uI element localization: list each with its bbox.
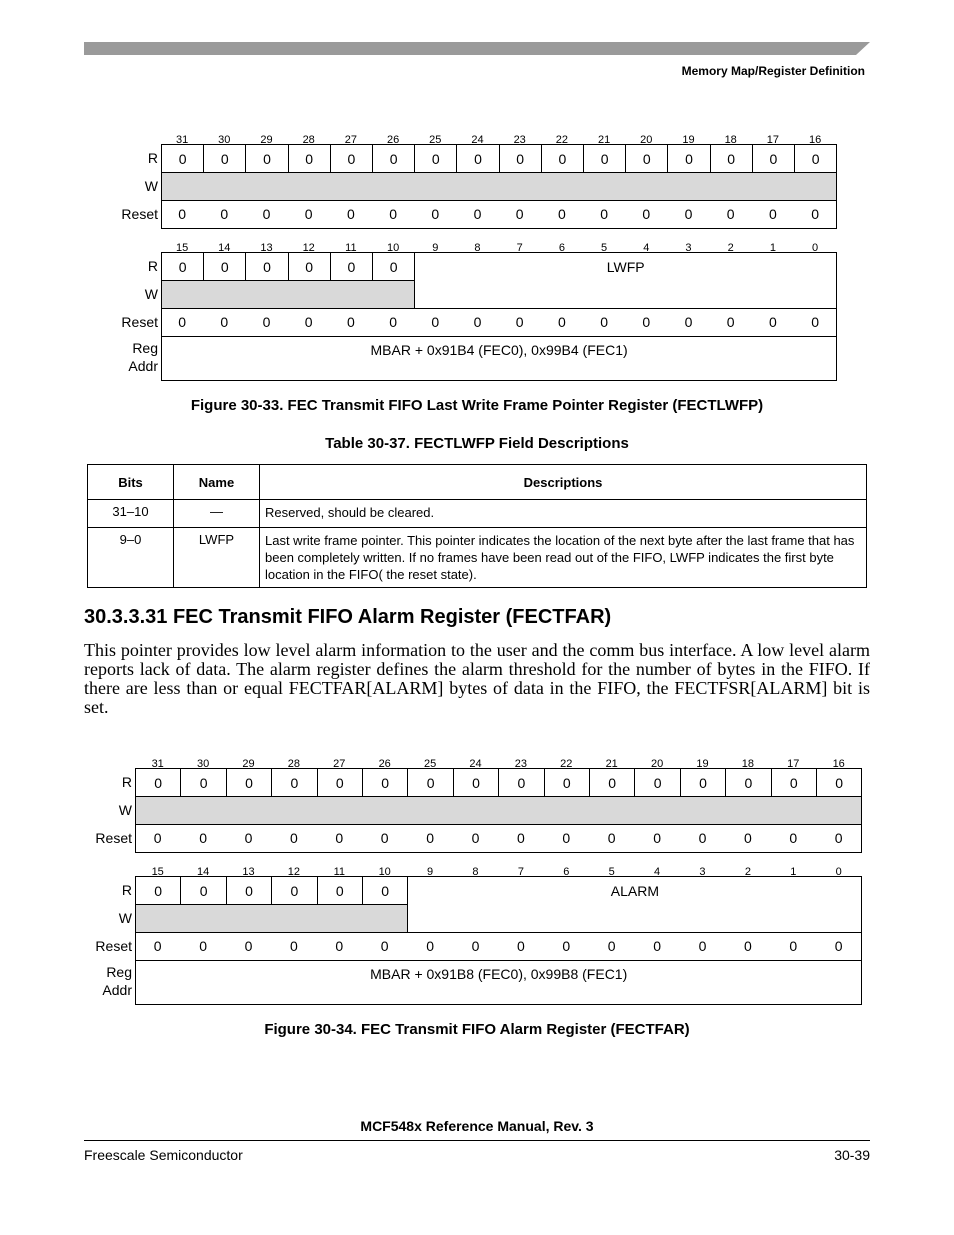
reset-bit-cell: 0: [199, 938, 207, 954]
register-address: MBAR + 0x91B8 (FEC0), 0x99B8 (FEC1): [135, 960, 862, 1005]
row-label-reset: Reset: [121, 206, 158, 222]
read-bit-cell: 0: [372, 144, 415, 173]
reset-bit-cell: 0: [515, 206, 524, 222]
reset-bit-cell: 0: [600, 206, 608, 222]
reset-bit-cell: 0: [557, 206, 566, 222]
row-label-reg: Reg: [132, 340, 158, 356]
table-row: [88, 500, 867, 528]
bit-number: 18: [741, 758, 754, 770]
bit-number: 22: [555, 134, 569, 146]
reset-bit-cell: 0: [600, 314, 608, 330]
bit-number: 29: [260, 134, 273, 146]
read-bit-cell: 0: [362, 768, 408, 797]
read-bit-cell: 0: [771, 768, 817, 797]
read-bit-cell: 0: [317, 768, 363, 797]
reset-bit-cell: 0: [557, 314, 566, 330]
reset-bit-cell: 0: [684, 314, 693, 330]
read-bit-cell: 0: [180, 876, 226, 905]
reset-bit-cell: 0: [789, 830, 798, 846]
bit-number: 2: [727, 242, 734, 254]
bit-number: 29: [242, 758, 255, 770]
read-bit-cell: 0: [625, 144, 668, 173]
bit-number: 2: [744, 866, 751, 878]
bit-number: 7: [516, 242, 523, 254]
row-label-r: R: [121, 774, 132, 790]
reset-bit-cell: 0: [743, 938, 752, 954]
bit-number: 26: [378, 758, 391, 770]
reset-bit-cell: 0: [811, 206, 819, 222]
description-cell: Reserved, should be cleared.: [260, 500, 867, 528]
figure-caption: Figure 30-33. FEC Transmit FIFO Last Write Frame Pointer Register (FECTLWFP): [190, 397, 764, 414]
bit-number: 22: [560, 758, 573, 770]
description-cell: Last write frame pointer. This pointer indicates the location of the next byte after the last frame that has been completely written. If no frames have been read out of the FIFO, LWFP indicates the first byte location in the FIFO( the reset state).: [260, 528, 867, 588]
read-bit-cell: 0: [407, 768, 453, 797]
reset-bit-cell: 0: [335, 830, 344, 846]
reset-bit-cell: 0: [304, 314, 313, 330]
bit-number: 0: [835, 866, 842, 878]
read-bit-cell: 0: [498, 768, 544, 797]
bit-number: 9: [432, 242, 439, 254]
read-bit-cell: 0: [180, 768, 226, 797]
read-bit-cell: 0: [330, 252, 373, 281]
read-bit-cell: 0: [456, 144, 499, 173]
name-cell: —: [174, 500, 260, 528]
read-bit-cell: 0: [816, 768, 862, 797]
reset-bit-cell: 0: [289, 938, 298, 954]
section-heading: 30.3.3.31 FEC Transmit FIFO Alarm Register (FECTFAR): [84, 606, 612, 628]
reset-bit-cell: 0: [642, 314, 651, 330]
read-bit-cell: 0: [667, 144, 710, 173]
bit-number: 10: [378, 866, 391, 878]
bit-number: 28: [287, 758, 300, 770]
bit-number: 20: [650, 758, 664, 770]
reset-bit-cell: 0: [431, 206, 440, 222]
reset-bit-cell: 0: [473, 206, 482, 222]
reset-bit-cell: 0: [789, 938, 798, 954]
read-bit-cell: 0: [725, 768, 771, 797]
reset-bit-cell: 0: [698, 938, 707, 954]
footer-company: Freescale Semiconductor: [84, 1147, 243, 1163]
read-bit-cell: 0: [271, 876, 317, 905]
bit-number: 1: [790, 866, 797, 878]
reset-bit-cell: 0: [178, 314, 186, 330]
bit-number: 27: [344, 134, 358, 146]
reset-bit-cell: 0: [389, 206, 397, 222]
reset-bit-cell: 0: [426, 830, 434, 846]
bit-number: 10: [386, 242, 400, 254]
bit-number: 15: [175, 242, 189, 254]
bit-number: 9: [427, 866, 434, 878]
bit-number: 25: [429, 134, 442, 146]
footer-title: MCF548x Reference Manual, Rev. 3: [360, 1118, 594, 1134]
reset-bit-cell: 0: [726, 206, 735, 222]
bit-number: 30: [196, 758, 210, 770]
reset-bit-cell: 0: [431, 314, 440, 330]
reset-bit-cell: 0: [244, 938, 253, 954]
write-row-reserved: [161, 172, 837, 201]
reset-bit-cell: 0: [562, 938, 571, 954]
reset-bit-cell: 0: [178, 206, 186, 222]
bit-number: 5: [608, 866, 615, 878]
reset-bit-cell: 0: [220, 206, 229, 222]
read-bit-cell: 0: [794, 144, 837, 173]
reset-bit-cell: 0: [262, 206, 271, 222]
row-label-w: W: [144, 286, 158, 302]
reset-bit-cell: 0: [834, 938, 843, 954]
bit-number: 19: [682, 134, 695, 146]
bit-number: 14: [196, 866, 210, 878]
bit-number: 23: [514, 758, 527, 770]
reset-bit-cell: 0: [653, 938, 661, 954]
page-number: 30-39: [834, 1147, 870, 1163]
reset-bit-cell: 0: [389, 314, 397, 330]
reset-bit-cell: 0: [768, 206, 777, 222]
read-bit-cell: 0: [541, 144, 584, 173]
bit-number: 21: [605, 758, 618, 770]
reset-bit-cell: 0: [380, 938, 389, 954]
reset-bit-cell: 0: [743, 830, 752, 846]
reset-bit-cell: 0: [516, 938, 525, 954]
bits-cell: 31–10: [88, 500, 174, 528]
reset-bit-cell: 0: [607, 938, 616, 954]
read-bit-cell: 0: [544, 768, 590, 797]
read-bit-cell: 0: [414, 144, 457, 173]
read-bit-cell: 0: [226, 876, 272, 905]
reset-bit-cell: 0: [153, 938, 162, 954]
reset-bit-cell: 0: [153, 830, 162, 846]
read-bit-cell: 0: [499, 144, 542, 173]
bit-number: 11: [333, 866, 345, 878]
bit-number: 18: [724, 134, 737, 146]
row-label-addr: Addr: [128, 358, 158, 374]
reset-bit-cell: 0: [473, 314, 482, 330]
row-label-addr: Addr: [102, 982, 132, 998]
row-label-reset: Reset: [95, 830, 132, 846]
bit-number: 3: [685, 242, 692, 254]
bit-number: 23: [513, 134, 526, 146]
reset-bit-cell: 0: [684, 206, 693, 222]
bit-number: 6: [558, 242, 565, 254]
read-bit-cell: 0: [589, 768, 635, 797]
read-bit-cell: 0: [710, 144, 753, 173]
bit-number: 8: [472, 866, 479, 878]
reset-bit-cell: 0: [380, 830, 389, 846]
bit-number: 1: [769, 242, 776, 254]
row-label-w: W: [118, 802, 132, 818]
row-label-r: R: [121, 882, 132, 898]
read-bit-cell: 0: [634, 768, 680, 797]
read-bit-cell: 0: [161, 252, 204, 281]
bit-number: 16: [808, 134, 822, 146]
reset-bit-cell: 0: [262, 314, 271, 330]
read-bit-cell: 0: [330, 144, 373, 173]
bit-number: 24: [471, 134, 484, 146]
bit-number: 11: [345, 242, 357, 254]
bit-number: 17: [766, 134, 780, 146]
reset-bit-cell: 0: [515, 314, 524, 330]
bit-number: 6: [563, 866, 570, 878]
read-bit-cell: 0: [203, 144, 246, 173]
read-bit-cell: 0: [245, 252, 288, 281]
bit-number: 12: [287, 866, 300, 878]
reset-bit-cell: 0: [335, 938, 344, 954]
bit-number: 7: [517, 866, 524, 878]
reset-bit-cell: 0: [516, 830, 525, 846]
bit-number: 31: [151, 758, 164, 770]
reset-bit-cell: 0: [471, 938, 480, 954]
reset-bit-cell: 0: [834, 830, 843, 846]
reset-bit-cell: 0: [220, 314, 229, 330]
bit-number: 12: [302, 242, 315, 254]
row-label-r: R: [147, 258, 158, 274]
bit-number: 31: [175, 134, 189, 146]
bit-number: 4: [654, 866, 661, 878]
read-bit-cell: 0: [583, 144, 626, 173]
bits-cell: 9–0: [88, 528, 174, 588]
reset-bit-cell: 0: [346, 314, 355, 330]
column-header: Descriptions: [260, 465, 867, 500]
row-label-w: W: [118, 910, 132, 926]
read-bit-cell: 0: [135, 876, 181, 905]
read-bit-cell: 0: [372, 252, 415, 281]
reset-bit-cell: 0: [811, 314, 819, 330]
bit-number: 27: [333, 758, 346, 770]
field-alarm: ALARM: [407, 876, 862, 933]
reset-bit-cell: 0: [642, 206, 651, 222]
read-bit-cell: 0: [288, 144, 331, 173]
reset-bit-cell: 0: [607, 830, 616, 846]
reset-bit-cell: 0: [653, 830, 661, 846]
bit-number: 26: [386, 134, 400, 146]
bit-number: 3: [699, 866, 706, 878]
bit-number: 0: [812, 242, 819, 254]
reset-bit-cell: 0: [199, 830, 207, 846]
reset-bit-cell: 0: [698, 830, 707, 846]
read-bit-cell: 0: [752, 144, 795, 173]
reset-bit-cell: 0: [426, 938, 434, 954]
column-header: Name: [174, 465, 260, 500]
read-bit-cell: 0: [680, 768, 726, 797]
read-bit-cell: 0: [362, 876, 408, 905]
footer-divider: [84, 1140, 870, 1141]
read-bit-cell: 0: [135, 768, 181, 797]
reset-bit-cell: 0: [346, 206, 355, 222]
column-header: Bits: [88, 465, 174, 500]
table-header-row: [88, 465, 867, 500]
figure-caption: Figure 30-34. FEC Transmit FIFO Alarm Register (FECTFAR): [264, 1021, 690, 1038]
write-row-reserved: [161, 280, 415, 309]
table-row: [88, 528, 867, 588]
bit-number: 28: [302, 134, 315, 146]
register-address: MBAR + 0x91B4 (FEC0), 0x99B4 (FEC1): [161, 336, 837, 381]
read-bit-cell: 0: [288, 252, 331, 281]
bit-number: 20: [640, 134, 653, 146]
bit-number: 19: [696, 758, 709, 770]
bit-number: 30: [218, 134, 231, 146]
bit-number: 4: [643, 242, 650, 254]
reset-bit-cell: 0: [304, 206, 313, 222]
row-label-reset: Reset: [95, 938, 132, 954]
read-bit-cell: 0: [453, 768, 499, 797]
bit-number: 17: [787, 758, 800, 770]
reset-bit-cell: 0: [471, 830, 480, 846]
field-lwfp: LWFP: [414, 252, 837, 309]
table-title: Table 30-37. FECTLWFP Field Descriptions: [325, 435, 629, 452]
bit-number: 25: [423, 758, 437, 770]
bit-number: 14: [218, 242, 231, 254]
row-label-reg: Reg: [106, 964, 132, 980]
bit-number: 15: [151, 866, 164, 878]
bit-number: 13: [242, 866, 255, 878]
write-row-reserved: [135, 904, 408, 933]
bit-number: 5: [601, 242, 608, 254]
bit-number: 21: [597, 134, 611, 146]
read-bit-cell: 0: [317, 876, 363, 905]
bit-number: 13: [260, 242, 273, 254]
reset-bit-cell: 0: [768, 314, 777, 330]
bit-number: 8: [474, 242, 481, 254]
reset-bit-cell: 0: [289, 830, 298, 846]
row-label-w: W: [144, 178, 158, 194]
name-cell: LWFP: [174, 528, 260, 588]
read-bit-cell: 0: [271, 768, 317, 797]
row-label-reset: Reset: [121, 314, 158, 330]
bit-number: 24: [469, 758, 482, 770]
read-bit-cell: 0: [226, 768, 272, 797]
field-descriptions-table: [87, 464, 867, 588]
running-header: Memory Map/Register Definition: [681, 64, 865, 78]
read-bit-cell: 0: [203, 252, 246, 281]
body-paragraph: This pointer provides low level alarm information to the user and the comm bus interface. A low level alarm reports lack of data. The alarm register defines the alarm threshold for the number of bytes in the FIFO. If there are less than or equal FECTFAR[ALARM] bytes of data in the FIFO, the FECTFSR[ALARM] bit is set.: [84, 640, 870, 717]
reset-bit-cell: 0: [244, 830, 253, 846]
write-row-reserved: [135, 796, 862, 825]
header-bar: [84, 42, 870, 55]
bit-number: 16: [832, 758, 845, 770]
reset-bit-cell: 0: [726, 314, 735, 330]
reset-bit-cell: 0: [562, 830, 571, 846]
row-label-r: R: [147, 150, 158, 166]
read-bit-cell: 0: [161, 144, 204, 173]
read-bit-cell: 0: [245, 144, 288, 173]
